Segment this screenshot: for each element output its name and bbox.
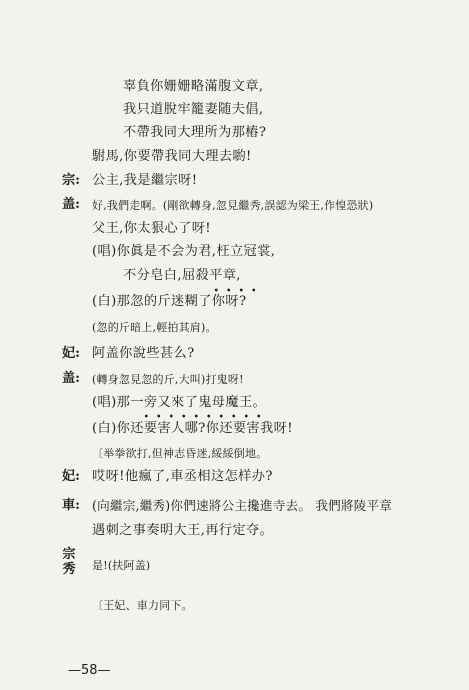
dialogue-line-j: (轉身忽見忽的斤,大叫)打鬼呀! [92,373,244,386]
verse-line-3: 不帶我同大理所为那樁? [123,125,267,140]
dialogue-line-g: (白)那忽的斤迷糊了你呀? [92,294,247,309]
speaker-zong: 宗: [62,173,81,188]
dialogue-line-o: (向繼宗,繼秀)你們速將公主攙進寺去。 我們將陵平章 [92,498,393,513]
stage-direction-h: (忽的斤暗上,輕拍其肩)。 [92,321,217,334]
dialogue-line-a: 駙馬,你要帶我同大理去喲! [92,149,252,164]
dialogue-line-c: 好,我們走啊。(剛欲轉身,忽見繼秀,誤認为梁王,作惶恐狀) [92,199,374,212]
dialogue-line-b: 公主,我是繼宗呀! [92,173,198,188]
page-number: —58— [68,663,111,678]
speaker-fei: 妃: [62,469,81,484]
dialogue-line-i: 阿盖你說些甚么? [92,346,195,361]
verse-line-2: 我只道脫牢籠妻随夫倡, [123,102,264,117]
speaker-gai: 盖: [62,197,81,212]
dialogue-line-e: (唱)你眞是不会为君,枉立冠裳, [92,244,276,259]
speaker-che: 車: [62,498,81,513]
verse-line-1: 辜負你姗姗略滿腹文章, [123,79,264,94]
speaker-zong-xiu: 宗秀 [62,547,76,577]
dialogue-line-q: 是!(扶阿盖) [92,559,151,572]
stage-direction-r: 〔王妃、車力同下。 [92,599,193,612]
dialogue-line-p: 遇刺之事奏明大王,再行定夺。 [92,523,274,538]
dialogue-line-l: (白)你还要害人哪?你还要害我呀! [92,421,293,436]
dialogue-line-f: 不分皂白,屈殺平章, [123,268,241,283]
emphasis-dots-k [140,413,266,419]
stage-direction-m: 〔举拳欲打,但神志昏迷,綏綏倒地。 [92,447,268,460]
speaker-gai: 盖: [62,371,81,386]
dialogue-line-d: 父王,你太狠心了呀! [92,221,211,236]
dialogue-line-k: (唱)那一旁又來了鬼母魔王。 [92,395,267,410]
speaker-fei: 妃: [62,346,81,361]
dialogue-line-n: 哎呀!他瘋了,車丞相这怎样办? [92,469,273,484]
